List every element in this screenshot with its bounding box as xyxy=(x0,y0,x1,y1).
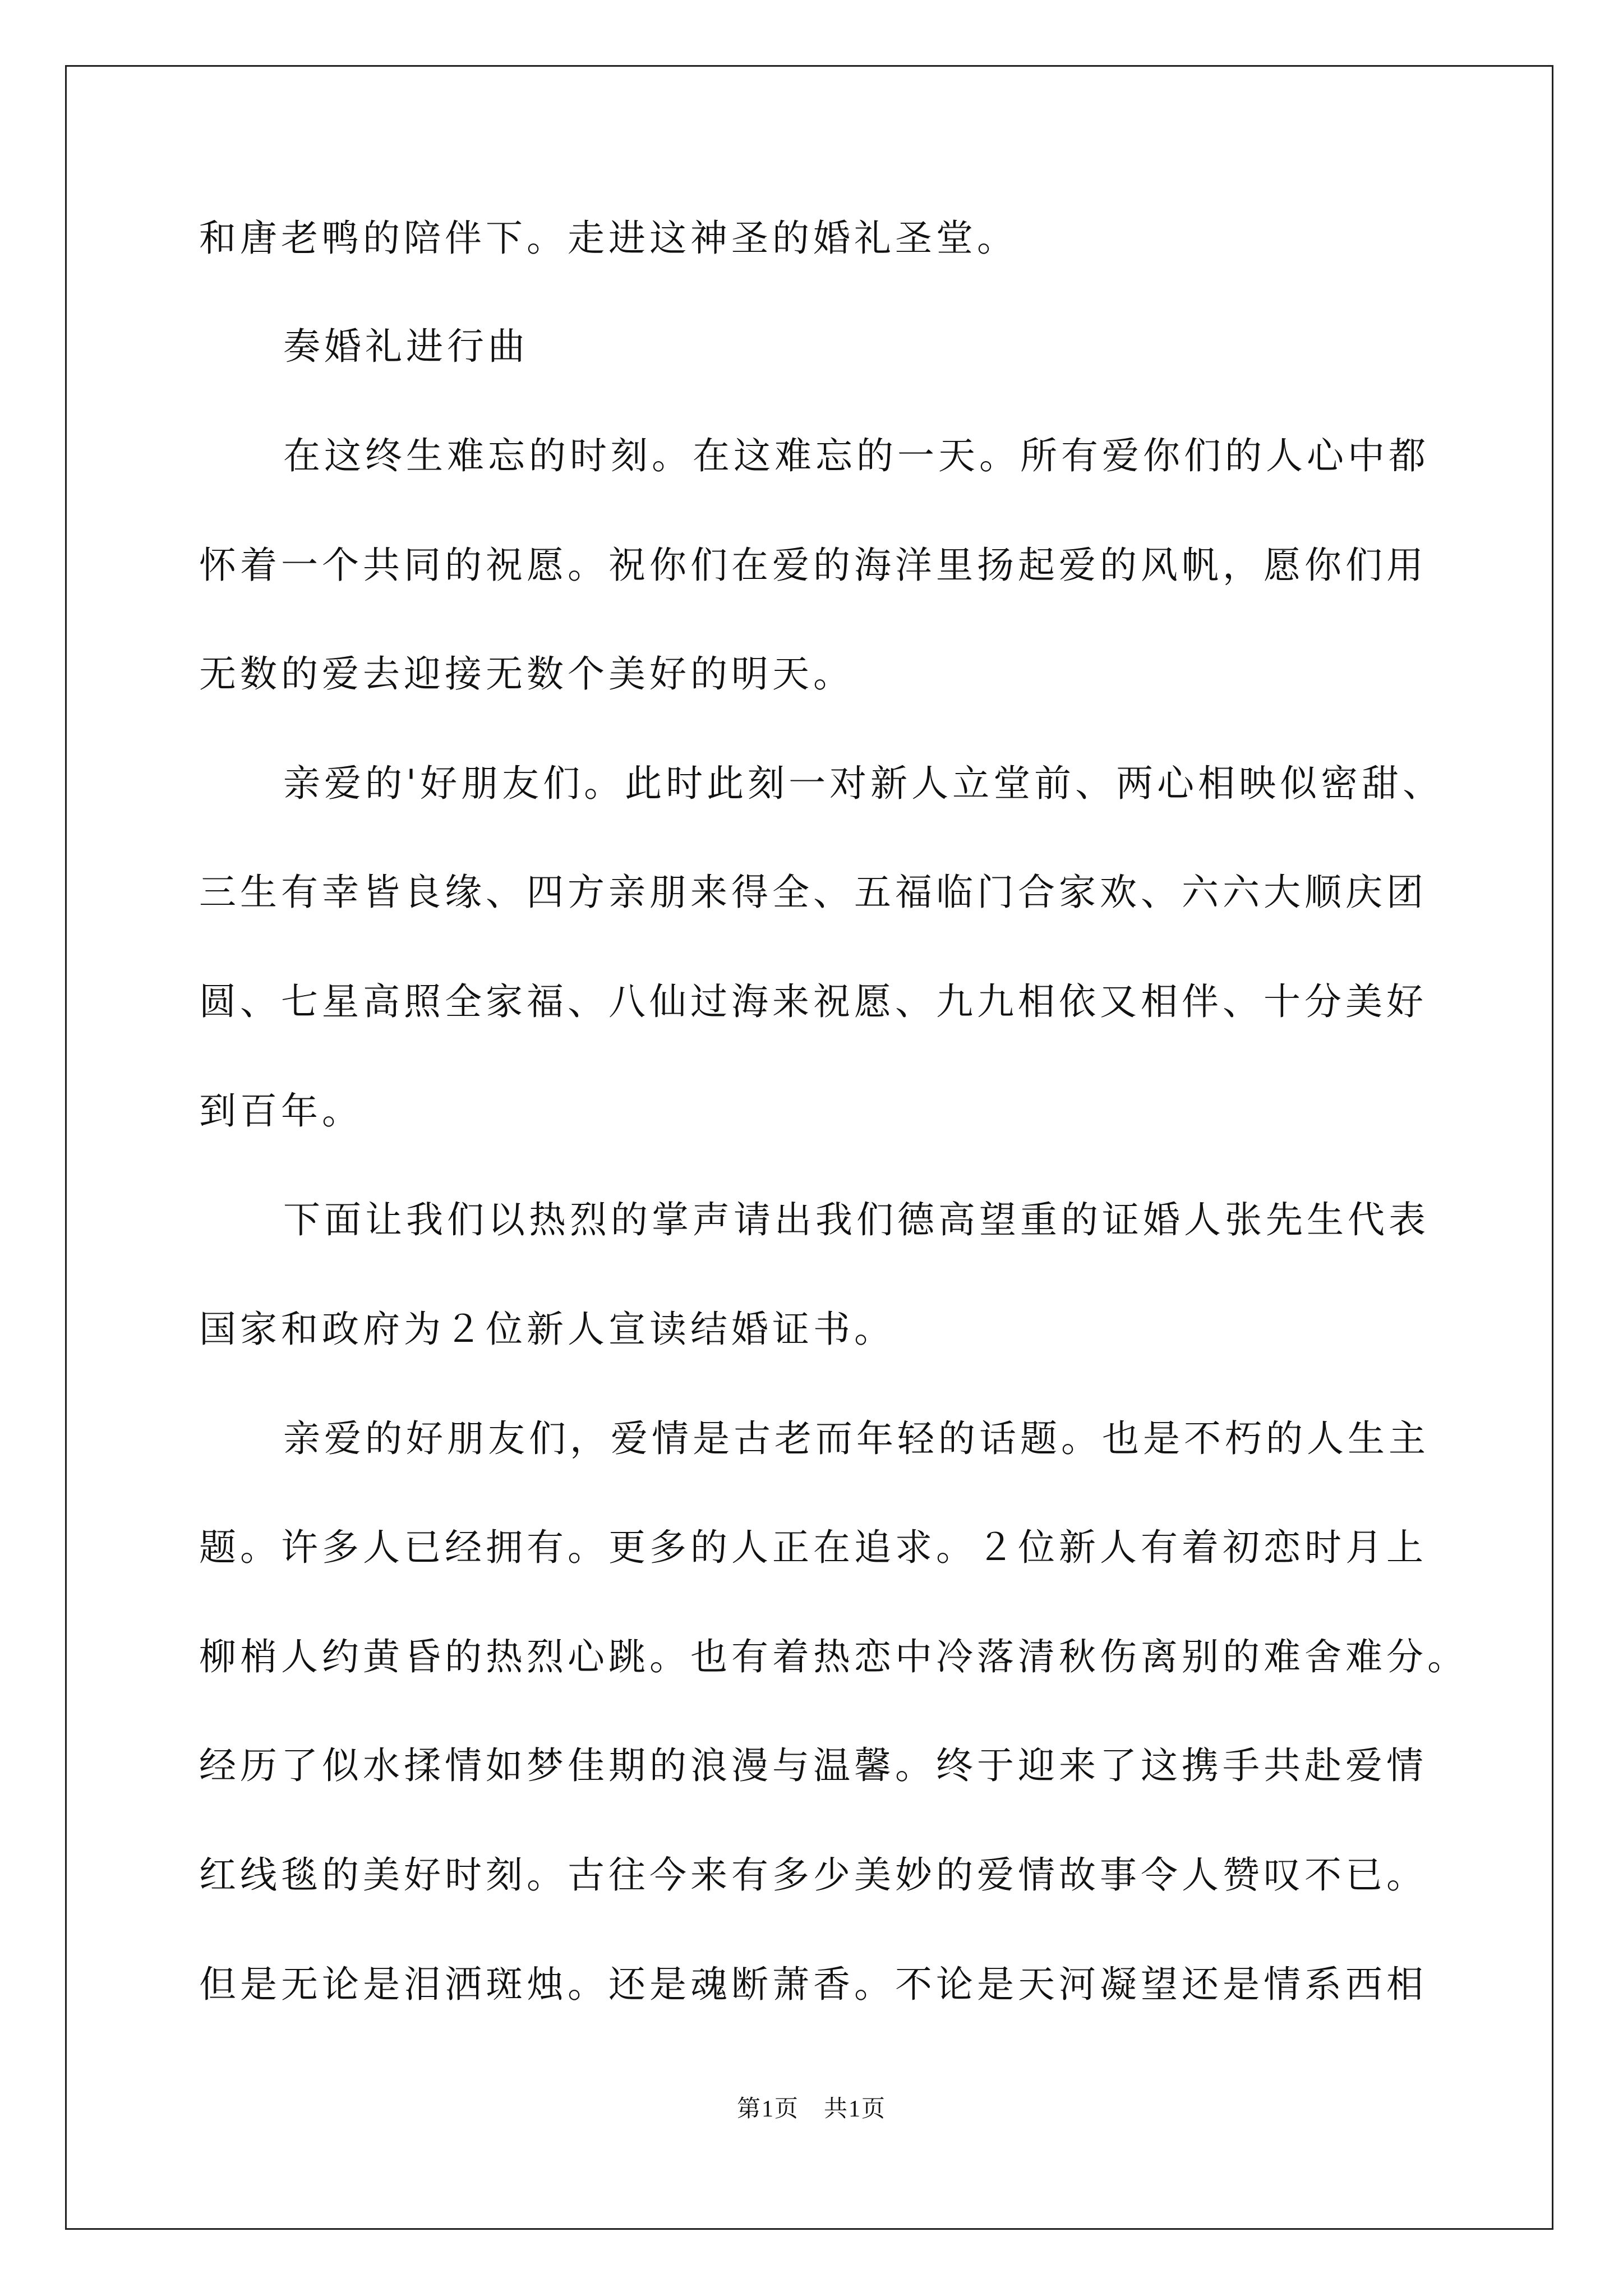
text-line: 怀着一个共同的祝愿。祝你们在爱的海洋里扬起爱的风帆，愿你们用 xyxy=(199,544,1427,587)
text-line: 无数的爱去迎接无数个美好的明天。 xyxy=(199,652,854,696)
text-line: 但是无论是泪洒斑烛。还是魂断萧香。不论是天河凝望还是情系西相 xyxy=(199,1963,1427,2006)
text-line: 奏婚礼进行曲 xyxy=(283,325,529,368)
text-line: 经历了似水揉情如梦佳期的浪漫与温馨。终于迎来了这携手共赴爱情 xyxy=(199,1744,1427,1787)
page-border xyxy=(65,65,1553,2230)
text-line: 国家和政府为２位新人宣读结婚证书。 xyxy=(199,1308,895,1351)
text-line: 到百年。 xyxy=(199,1089,363,1133)
text-line: 柳梢人约黄昏的热烈心跳。也有着热恋中冷落清秋伤离别的难舍难分。 xyxy=(199,1635,1468,1678)
text-line: 和唐老鸭的陪伴下。走进这神圣的婚礼圣堂。 xyxy=(199,217,1018,260)
page-number: 第1页 共1页 xyxy=(736,2096,886,2122)
text-line: 在这终生难忘的时刻。在这难忘的一天。所有爱你们的人心中都 xyxy=(283,434,1430,477)
text-line: 红线毯的美好时刻。古往今来有多少美妙的爱情故事令人赞叹不已。 xyxy=(199,1853,1427,1897)
text-line: 下面让我们以热烈的掌声请出我们德高望重的证婚人张先生代表 xyxy=(283,1198,1430,1241)
text-line: 题。许多人已经拥有。更多的人正在追求。２位新人有着初恋时月上 xyxy=(199,1526,1427,1569)
text-line: 亲爱的好朋友们，爱情是古老而年轻的话题。也是不朽的人生主 xyxy=(283,1417,1430,1460)
text-line: 圆、七星高照全家福、八仙过海来祝愿、九九相依又相伴、十分美好 xyxy=(199,980,1427,1023)
text-line: 三生有幸皆良缘、四方亲朋来得全、五福临门合家欢、六六大顺庆团 xyxy=(199,871,1427,914)
text-line: 亲爱的'好朋友们。此时此刻一对新人立堂前、两心相映似密甜、 xyxy=(283,762,1444,805)
